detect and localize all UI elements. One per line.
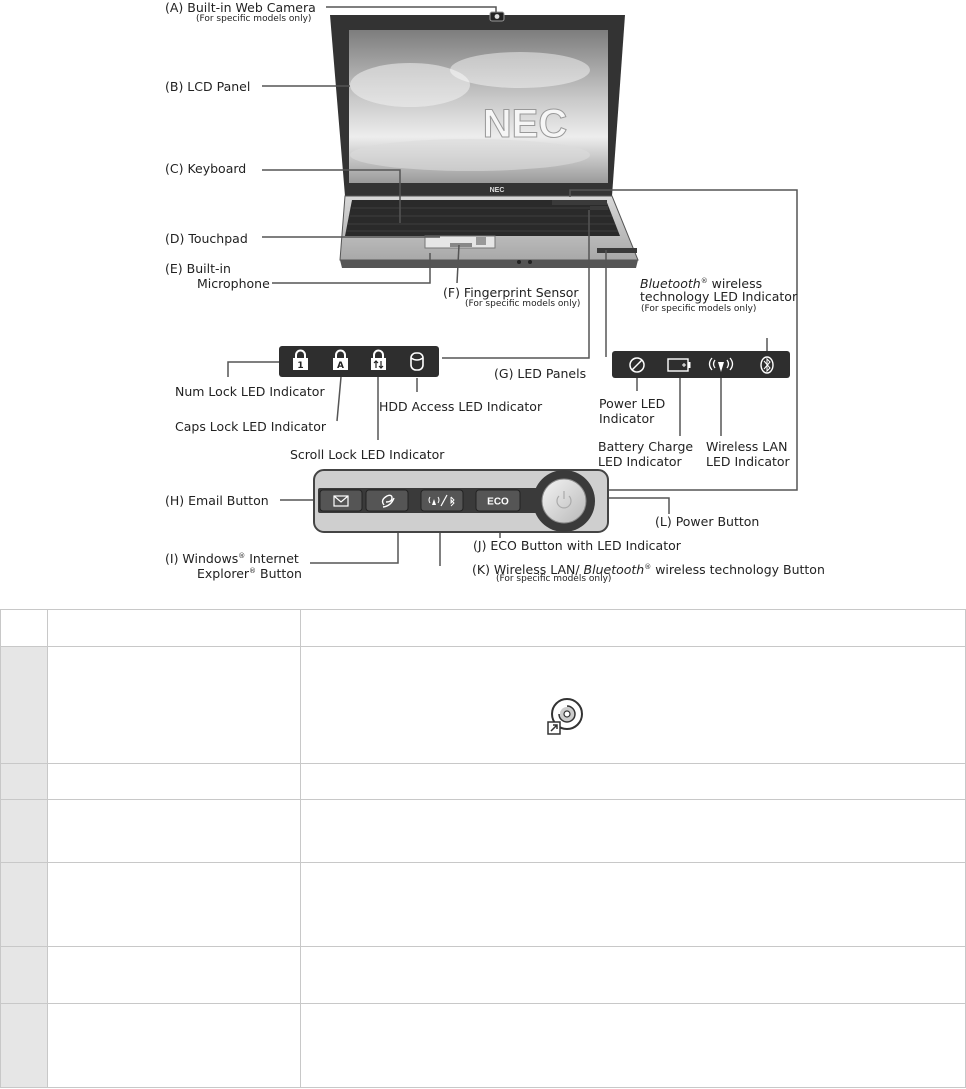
table-row — [1, 947, 966, 1004]
table-row — [1, 1004, 966, 1088]
table-cell — [1, 610, 48, 647]
laptop-base — [340, 196, 638, 268]
table-cell — [301, 764, 966, 800]
spec-table — [0, 609, 966, 1088]
table-cell — [48, 800, 301, 863]
button-panel — [314, 470, 608, 532]
table-cell — [1, 863, 48, 947]
table-row — [1, 863, 966, 947]
label-ie-button-2: Explorer® Button — [197, 566, 302, 582]
table-cell — [301, 647, 966, 764]
table-cell — [48, 863, 301, 947]
label-bluetooth-led-1: Bluetooth® wireless — [640, 276, 763, 292]
label-power-led-1: Power LED — [599, 396, 666, 411]
label-web-camera-note: (For specific models only) — [196, 14, 312, 24]
table-cell — [48, 610, 301, 647]
label-led-panels: (G) LED Panels — [494, 366, 587, 381]
table-cell — [301, 863, 966, 947]
led-panel-left — [279, 346, 439, 377]
bezel-logo: NEC — [489, 187, 505, 194]
label-bluetooth-led-2: technology LED Indicator — [640, 289, 798, 304]
table-row — [1, 764, 966, 800]
label-scroll-lock: Scroll Lock LED Indicator — [290, 447, 445, 462]
label-microphone-2: Microphone — [197, 276, 270, 291]
table-cell — [301, 1004, 966, 1088]
label-eco-button: (J) ECO Button with LED Indicator — [473, 538, 681, 553]
label-wireless-button-note: (For specific models only) — [496, 574, 612, 584]
label-fingerprint-note: (For specific models only) — [465, 299, 581, 309]
screen-logo: NEC — [482, 102, 568, 146]
table-row — [1, 800, 966, 863]
disc-icon — [546, 696, 586, 736]
laptop-lid — [330, 12, 625, 196]
power-button[interactable] — [542, 479, 586, 523]
email-button[interactable] — [320, 490, 362, 511]
label-lcd-panel: (B) LCD Panel — [165, 79, 251, 94]
wireless-toggle-button[interactable] — [421, 490, 463, 511]
table-cell — [1, 1004, 48, 1088]
label-email-button: (H) Email Button — [165, 493, 269, 508]
table-cell — [1, 947, 48, 1004]
internet-explorer-button[interactable] — [366, 490, 408, 511]
label-fingerprint: (F) Fingerprint Sensor — [443, 285, 579, 300]
table-cell — [48, 1004, 301, 1088]
label-wlan-led-1: Wireless LAN — [706, 439, 788, 454]
svg-text:A: A — [337, 361, 344, 371]
label-keyboard: (C) Keyboard — [165, 161, 247, 176]
svg-text:1: 1 — [297, 361, 304, 371]
table-cell — [48, 947, 301, 1004]
label-bluetooth-led-note: (For specific models only) — [641, 304, 757, 314]
label-battery-2: LED Indicator — [598, 454, 682, 469]
table-cell — [301, 610, 966, 647]
label-ie-button-1: (I) Windows® Internet — [165, 551, 299, 567]
label-wireless-button: (K) Wireless LAN/ Bluetooth® wireless technology Button — [472, 562, 825, 578]
label-caps-lock: Caps Lock LED Indicator — [175, 419, 326, 434]
label-battery-1: Battery Charge — [598, 439, 694, 454]
table-cell — [48, 647, 301, 764]
table-cell — [301, 947, 966, 1004]
table-cell — [301, 800, 966, 863]
label-touchpad: (D) Touchpad — [165, 231, 248, 246]
table-cell — [1, 647, 48, 764]
table-cell — [1, 764, 48, 800]
label-wlan-led-2: LED Indicator — [706, 454, 790, 469]
table-cell — [1, 800, 48, 863]
table-header-row — [1, 610, 966, 647]
table-row — [1, 647, 966, 764]
table-cell — [48, 764, 301, 800]
label-hdd-access: HDD Access LED Indicator — [379, 399, 543, 414]
eco-button-label: ECO — [487, 496, 509, 508]
label-power-button: (L) Power Button — [655, 514, 760, 529]
label-web-camera: (A) Built-in Web Camera — [165, 0, 316, 15]
label-num-lock: Num Lock LED Indicator — [175, 384, 325, 399]
led-panel-right — [612, 351, 790, 378]
label-microphone-1: (E) Built-in — [165, 261, 231, 276]
label-power-led-2: Indicator — [599, 411, 655, 426]
